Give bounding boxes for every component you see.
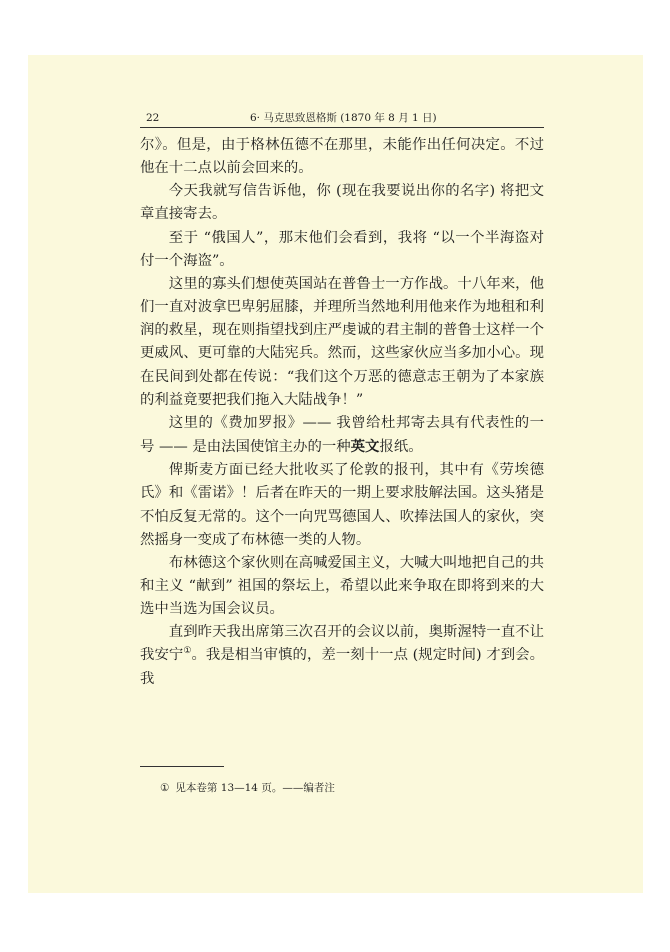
footnote [160,780,335,796]
paragraph-5 [140,412,544,459]
paragraph-2: 今天我就写信告诉他，你 (现在我要说出你的名字) 将把文章直接寄去。 [140,183,544,223]
paragraph-6: 俾斯麦方面已经大批收买了伦敦的报刊，其中有《劳埃德氏》和《雷诺》！后者在昨天的一期上要求肢解法国。这头猪是不怕反复无常的。这个一向咒骂德国人、吹捧法国人的家伙，突然摇身一变成了布林德一类的人物。 [140,462,544,548]
footnote-text: 见本卷第 13—14 页。——编者注 [175,782,335,794]
paragraph-4: 这里的寡头们想使英国站在普鲁士一方作战。十八年来，他们一直对波拿巴卑躬屈膝，并理所当然地利用他来作为地租和利润的救星，现在则指望找到庄严虔诚的君主制的普鲁士这样一个更威风、更可靠的大陆宪兵。然而，这些家伙应当多加小心。现在民间到处都在传说：“我们这个万恶的德意志王朝为了本家族的利益竟要把我们拖入大陆战争！” [140,275,544,408]
page-number: 22 [146,112,160,124]
paragraph-8-text-end: 。我是相当审慎的，差一刻十一点 (规定时间) 才到会。我 [140,647,544,687]
paragraph-7: 布林德这个家伙则在高喊爱国主义，大喊大叫地把自己的共和主义 “献到” 祖国的祭坛上，希望以此来争取在即将到来的大选中当选为国会议员。 [140,554,544,618]
paragraph-5-text-end: 报纸。 [379,439,423,456]
running-title: 6· 马克思致恩格斯 (1870 年 8 月 1 日) [250,112,437,124]
paragraph-5-text-start: 这里的《费加罗报》—— 我曾给杜邦寄去具有代表性的一号 —— 是由法国使馆主办的一种 [140,414,544,456]
footnote-reference[interactable]: ① [183,646,192,657]
page-header [112,109,546,127]
paragraph-3: 至于 “俄国人”，那末他们会看到，我将 “以一个半海盗对付一个海盗”。 [140,229,544,269]
header-rule [140,127,544,128]
footnote-rule [140,766,224,767]
emphasized-word: 英文 [350,438,380,456]
footnote-mark: ① [160,782,170,794]
paragraph-8-text-start: 直到昨天我出席第三次召开的会议以前，奥斯渥特一直不让我安宁 [140,624,544,664]
paragraph-8 [140,621,544,690]
body-text [140,134,544,691]
paragraph-1: 尔》。但是，由于格林伍德不在那里，未能作出任何决定。不过他在十二点以前会回来的。 [140,137,544,177]
